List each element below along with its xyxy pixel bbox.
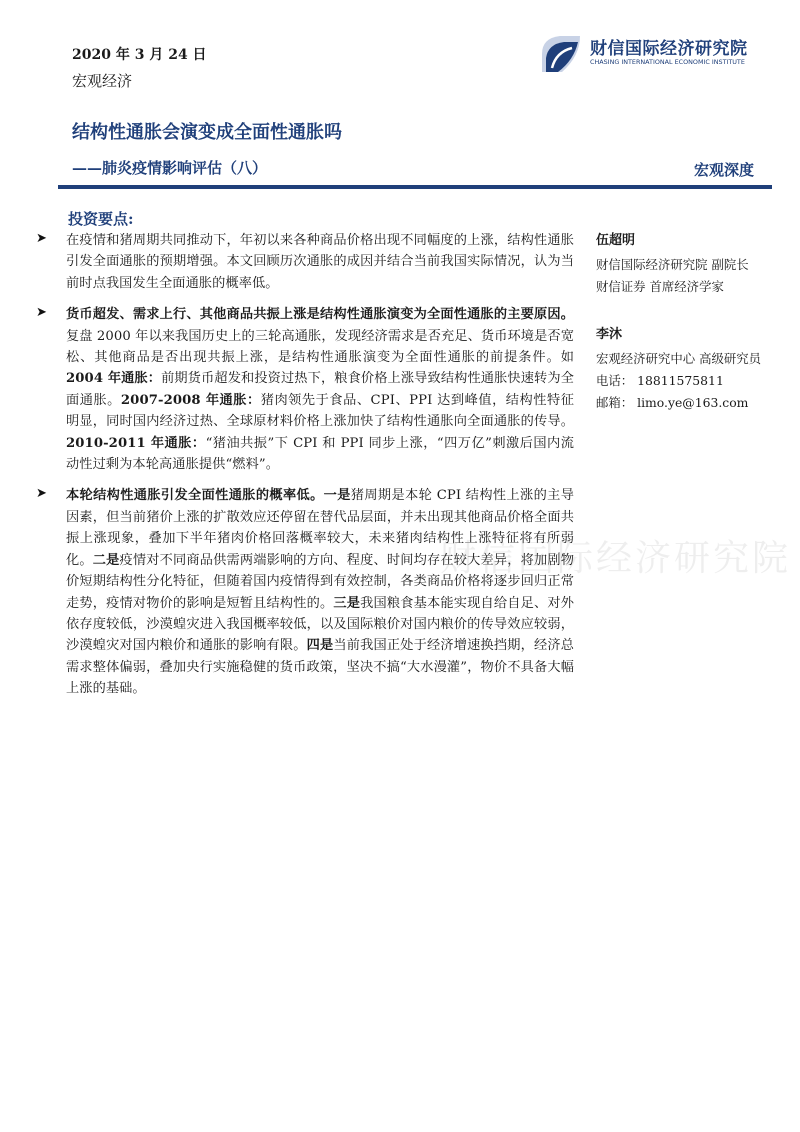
- logo-mark-icon: [538, 32, 584, 76]
- arrow-bullet-icon: ➤: [36, 486, 47, 502]
- key-point-text: 本轮结构性通胀引发全面性通胀的概率低。一是猪周期是本轮 CPI 结构性上涨的主导因素，但当前猪价上涨的扩散效应还停留在替代品层面，并未出现其他商品价格全面共振上涨现象，叠加下半年猪肉价格回落概率较大，未来猪肉结构性上涨特征将有所弱化。二是疫情对不同商品供需两端影响的方向、程度、时间均存在较大差异，将加剧物价短期结构性分化特征，但随着国内疫情得到有效控制，各类商品价格将逐步回归正常走势，疫情对物价的影响是短暂且结构性的。三是我国粮食基本能实现自给自足、对外依存度较低，沙漠蝗灾进入我国概率较低，以及国际粮价对国内粮价的传导效应较弱，沙漠蝗灾对国内粮价和通胀的影响有限。四是当前我国正处于经济增速换挡期，经济总需求整体偏弱，叠加央行实施稳健的货币政策，坚决不搞“大水漫灌”，物价不具备大幅上涨的基础。: [66, 488, 575, 697]
- arrow-bullet-icon: ➤: [36, 305, 47, 321]
- author-name: 伍超明: [596, 233, 636, 248]
- key-points-list: [36, 230, 574, 710]
- author-phone: 电话： 18811575811: [596, 373, 724, 388]
- key-point-text: 在疫情和猪周期共同推动下，年初以来各种商品价格出现不同幅度的上涨，结构性通胀引发全面通胀的预期增强。本文回顾历次通胀的成因并结合当前我国实际情况，认为当前时点我国发生全面通胀的概率低。: [66, 233, 574, 291]
- institute-logo: [538, 32, 768, 78]
- key-point: [36, 485, 574, 699]
- report-type-label: 宏观深度: [693, 161, 754, 179]
- key-point: [36, 230, 574, 294]
- header-divider: [58, 185, 772, 189]
- author-affiliation: 宏观经济研究中心 高级研究员: [596, 351, 762, 366]
- report-title: 结构性通胀会演变成全面性通胀吗: [72, 122, 342, 143]
- logo-english-name: CHASING INTERNATIONAL ECONOMIC INSTITUTE: [590, 58, 745, 66]
- arrow-bullet-icon: ➤: [36, 231, 47, 246]
- author-block: [596, 324, 776, 414]
- author-sidebar: [596, 230, 776, 440]
- report-date: 2020 年 3 月 24 日: [72, 47, 207, 63]
- author-block: [596, 230, 776, 298]
- author-email: 邮箱： limo.ye@163.com: [596, 395, 749, 410]
- key-point-text: 货币超发、需求上行、其他商品共振上涨是结构性通胀演变为全面性通胀的主要原因。复盘 2000 年以来我国历史上的三轮高通胀，发现经济需求是否充足、货币环境是否宽松、其他商品是否出现共振上涨，是结构性通胀演变为全面性通胀的前提条件。如 2004 年通胀：前期货币超发和投资过热下，粮食价格上涨导致结构性通胀快速转为全面通胀。2007-2008 年通胀：猪肉领先于食品、CPI、PPI 达到峰值，结构性特征明显，同时国内经济过热、全球原材料价格上涨加快了结构性通胀向全面通胀的传导。2010-2011 年通胀：“猪油共振”下 CPI 和 PPI 同步上涨，“四万亿”刺激后国内流动性过剩为本轮高通胀提供“燃料”。: [66, 307, 575, 473]
- report-subtitle: ——肺炎疫情影响评估（八）: [72, 159, 268, 177]
- author-name: 李沐: [596, 327, 623, 342]
- report-category: 宏观经济: [72, 72, 133, 90]
- watermark: 财信国际经济研究院: [440, 538, 792, 579]
- section-heading: 投资要点:: [68, 210, 134, 228]
- author-affiliation: 财信国际经济研究院 副院长: [596, 257, 749, 272]
- key-point: [36, 304, 574, 475]
- author-title: 财信证券 首席经济学家: [596, 279, 724, 294]
- logo-chinese-name: 财信国际经济研究院: [590, 39, 748, 59]
